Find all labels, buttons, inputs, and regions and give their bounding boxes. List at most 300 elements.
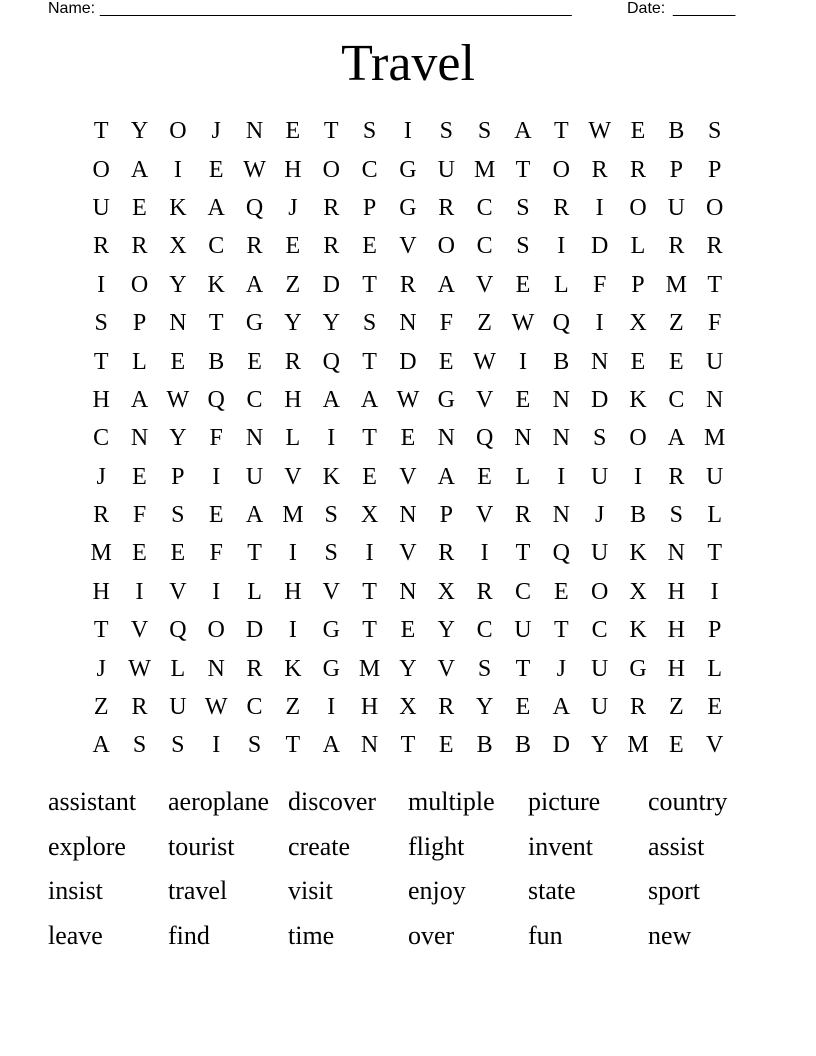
- grid-cell: E: [707, 694, 722, 721]
- letter-grid: [82, 112, 734, 765]
- grid-cell: K: [169, 194, 187, 221]
- grid-cell: H: [92, 386, 110, 413]
- grid-cell: Y: [284, 310, 302, 337]
- grid-cell: I: [557, 463, 566, 490]
- grid-row: [82, 573, 734, 611]
- grid-row: [82, 266, 734, 304]
- word-bank-item: picture: [528, 787, 601, 817]
- name-line: _____________________________________________________: [100, 0, 572, 17]
- grid-cell: S: [516, 194, 530, 221]
- grid-cell: B: [553, 348, 570, 375]
- word-row: [48, 780, 768, 825]
- grid-cell: E: [515, 386, 531, 413]
- grid-cell: A: [437, 463, 455, 490]
- grid-cell: C: [246, 386, 263, 413]
- grid-cell: C: [93, 425, 110, 452]
- grid-row: [82, 189, 734, 227]
- grid-cell: G: [399, 156, 417, 183]
- grid-cell: I: [212, 578, 221, 605]
- grid-cell: S: [247, 732, 262, 759]
- grid-cell: S: [171, 732, 185, 759]
- grid-cell: V: [322, 578, 340, 605]
- word-row: [48, 914, 768, 959]
- grid-cell: Z: [477, 310, 492, 337]
- grid-cell: R: [668, 233, 685, 260]
- grid-cell: H: [667, 655, 685, 682]
- grid-cell: K: [629, 540, 647, 567]
- grid-cell: E: [362, 233, 377, 260]
- grid-row: [82, 534, 734, 572]
- grid-cell: L: [707, 655, 722, 682]
- grid-cell: U: [169, 694, 187, 721]
- grid-cell: N: [399, 502, 417, 529]
- grid-cell: F: [209, 540, 223, 567]
- word-bank-item: time: [288, 920, 335, 950]
- grid-cell: R: [246, 655, 263, 682]
- grid-cell: U: [514, 617, 532, 644]
- grid-cell: A: [245, 271, 264, 298]
- grid-row: [82, 496, 734, 534]
- grid-cell: Q: [207, 386, 225, 413]
- word-bank-item: fun: [528, 920, 563, 950]
- grid-cell: Y: [437, 617, 455, 644]
- grid-cell: T: [93, 617, 109, 644]
- grid-cell: I: [97, 271, 106, 298]
- grid-cell: T: [400, 732, 416, 759]
- grid-cell: D: [552, 732, 570, 759]
- grid-cell: E: [247, 348, 262, 375]
- grid-cell: E: [170, 348, 186, 375]
- grid-cell: O: [92, 156, 110, 183]
- grid-cell: B: [629, 502, 646, 529]
- grid-cell: Z: [668, 694, 684, 721]
- grid-row: [82, 342, 734, 380]
- grid-cell: O: [552, 156, 570, 183]
- word-bank-item: assistant: [48, 787, 137, 817]
- grid-cell: B: [514, 732, 531, 759]
- grid-cell: E: [630, 348, 646, 375]
- grid-cell: R: [591, 156, 608, 183]
- grid-cell: E: [630, 118, 646, 145]
- grid-cell: Z: [668, 310, 684, 337]
- grid-cell: L: [553, 271, 569, 298]
- grid-cell: V: [475, 386, 494, 413]
- grid-cell: P: [669, 156, 683, 183]
- grid-cell: I: [595, 310, 604, 337]
- grid-cell: T: [553, 118, 569, 145]
- grid-row: [82, 458, 734, 496]
- grid-cell: L: [630, 233, 646, 260]
- grid-cell: I: [135, 578, 144, 605]
- grid-row: [82, 304, 734, 342]
- grid-cell: E: [170, 540, 186, 567]
- grid-cell: T: [208, 310, 224, 337]
- grid-cell: X: [360, 502, 379, 529]
- grid-cell: B: [208, 348, 225, 375]
- grid-cell: I: [633, 463, 642, 490]
- grid-row: [82, 611, 734, 649]
- grid-cell: L: [170, 655, 186, 682]
- grid-cell: I: [557, 233, 566, 260]
- grid-cell: N: [360, 732, 379, 759]
- grid-cell: X: [629, 310, 647, 337]
- grid-cell: Q: [169, 617, 187, 644]
- grid-cell: U: [590, 655, 609, 682]
- grid-cell: Y: [130, 118, 149, 145]
- grid-cell: S: [94, 310, 108, 337]
- grid-cell: P: [631, 271, 645, 298]
- grid-cell: R: [246, 233, 263, 260]
- grid-cell: D: [590, 386, 609, 413]
- grid-row: [82, 726, 734, 764]
- grid-cell: S: [362, 310, 377, 337]
- grid-cell: N: [552, 425, 570, 452]
- grid-cell: T: [553, 617, 569, 644]
- grid-cell: Y: [169, 271, 187, 298]
- grid-cell: E: [362, 463, 377, 490]
- grid-cell: I: [480, 540, 489, 567]
- grid-cell: S: [592, 425, 607, 452]
- grid-cell: C: [591, 617, 608, 644]
- grid-cell: C: [476, 194, 493, 221]
- grid-cell: N: [245, 118, 264, 145]
- grid-cell: I: [595, 194, 604, 221]
- grid-cell: H: [92, 578, 110, 605]
- grid-cell: Q: [552, 310, 570, 337]
- grid-cell: X: [437, 578, 455, 605]
- grid-cell: K: [629, 386, 647, 413]
- grid-cell: O: [590, 578, 609, 605]
- grid-cell: P: [707, 617, 722, 644]
- grid-cell: N: [245, 425, 264, 452]
- grid-cell: J: [96, 463, 106, 490]
- grid-cell: R: [476, 578, 493, 605]
- grid-cell: R: [399, 271, 416, 298]
- grid-cell: F: [209, 425, 223, 452]
- grid-cell: E: [285, 233, 301, 260]
- word-bank-item: flight: [408, 831, 465, 861]
- grid-cell: V: [399, 463, 417, 490]
- grid-cell: N: [437, 425, 455, 452]
- grid-cell: F: [439, 310, 453, 337]
- word-bank-item: explore: [48, 831, 126, 861]
- grid-cell: N: [130, 425, 149, 452]
- grid-cell: E: [515, 694, 531, 721]
- grid-cell: F: [592, 271, 607, 298]
- grid-cell: S: [477, 118, 492, 145]
- grid-cell: G: [245, 310, 264, 337]
- grid-cell: X: [399, 694, 417, 721]
- grid-cell: T: [93, 348, 109, 375]
- grid-cell: G: [322, 617, 340, 644]
- grid-cell: L: [132, 348, 147, 375]
- grid-cell: N: [514, 425, 532, 452]
- grid-cell: T: [323, 118, 339, 145]
- grid-cell: I: [288, 540, 297, 567]
- grid-cell: K: [629, 617, 647, 644]
- grid-cell: F: [707, 310, 722, 337]
- grid-cell: S: [477, 655, 492, 682]
- grid-cell: N: [399, 310, 417, 337]
- grid-cell: M: [282, 502, 304, 529]
- grid-cell: T: [285, 732, 301, 759]
- grid-cell: N: [207, 655, 225, 682]
- grid-cell: J: [556, 655, 566, 682]
- grid-cell: R: [131, 233, 148, 260]
- grid-cell: E: [438, 348, 454, 375]
- grid-cell: A: [130, 156, 149, 183]
- grid-cell: C: [668, 386, 685, 413]
- grid-cell: N: [399, 578, 417, 605]
- grid-cell: E: [668, 732, 684, 759]
- grid-cell: P: [171, 463, 185, 490]
- grid-cell: P: [362, 194, 377, 221]
- grid-cell: G: [322, 655, 340, 682]
- word-bank-item: insist: [48, 876, 103, 906]
- grid-cell: R: [131, 694, 148, 721]
- grid-cell: B: [476, 732, 493, 759]
- word-bank-item: create: [288, 831, 351, 861]
- grid-cell: O: [706, 194, 724, 221]
- grid-cell: J: [96, 655, 106, 682]
- grid-cell: A: [130, 386, 149, 413]
- word-bank-item: leave: [48, 920, 103, 950]
- grid-cell: R: [323, 233, 340, 260]
- grid-cell: S: [669, 502, 683, 529]
- grid-cell: Y: [169, 425, 187, 452]
- grid-cell: T: [362, 348, 377, 375]
- word-bank-item: over: [408, 920, 455, 950]
- grid-cell: F: [132, 502, 147, 529]
- grid-cell: I: [710, 578, 719, 605]
- grid-cell: M: [704, 425, 726, 452]
- grid-row: [82, 150, 734, 188]
- grid-cell: V: [475, 271, 494, 298]
- grid-cell: E: [400, 617, 416, 644]
- page-title: Travel: [341, 35, 475, 92]
- word-bank-item: discover: [288, 787, 377, 817]
- grid-cell: M: [358, 655, 381, 682]
- grid-cell: N: [667, 540, 685, 567]
- word-bank-item: multiple: [408, 787, 495, 817]
- grid-cell: T: [93, 118, 109, 145]
- grid-cell: O: [437, 233, 455, 260]
- grid-cell: S: [707, 118, 722, 145]
- grid-cell: S: [439, 118, 453, 145]
- grid-cell: V: [130, 617, 149, 644]
- grid-cell: R: [323, 194, 340, 221]
- grid-cell: E: [668, 348, 684, 375]
- grid-cell: R: [668, 463, 685, 490]
- grid-cell: W: [511, 310, 535, 337]
- grid-cell: E: [400, 425, 416, 452]
- grid-cell: C: [208, 233, 225, 260]
- grid-cell: Y: [322, 310, 340, 337]
- grid-cell: Y: [475, 694, 494, 721]
- grid-cell: W: [204, 694, 228, 721]
- grid-cell: L: [515, 463, 531, 490]
- grid-cell: A: [667, 425, 685, 452]
- grid-cell: M: [627, 732, 649, 759]
- grid-cell: R: [514, 502, 531, 529]
- grid-cell: C: [476, 617, 493, 644]
- grid-cell: N: [552, 386, 570, 413]
- grid-cell: Q: [552, 540, 570, 567]
- grid-cell: L: [707, 502, 722, 529]
- word-bank-item: aeroplane: [168, 787, 270, 817]
- word-row: [48, 869, 768, 914]
- grid-cell: W: [588, 118, 611, 145]
- grid-cell: U: [92, 194, 110, 221]
- grid-cell: A: [207, 194, 225, 221]
- grid-cell: I: [327, 694, 336, 721]
- word-bank-item: visit: [288, 876, 333, 906]
- grid-cell: I: [518, 348, 527, 375]
- grid-cell: E: [208, 502, 224, 529]
- grid-row: [82, 381, 734, 419]
- grid-cell: K: [207, 271, 225, 298]
- grid-cell: V: [475, 502, 494, 529]
- grid-cell: R: [629, 694, 646, 721]
- word-row: [48, 825, 768, 870]
- grid-cell: S: [171, 502, 185, 529]
- grid-cell: R: [284, 348, 301, 375]
- grid-cell: R: [438, 694, 455, 721]
- grid-cell: V: [399, 540, 417, 567]
- grid-cell: A: [322, 732, 340, 759]
- grid-cell: V: [706, 732, 724, 759]
- grid-cell: Q: [245, 194, 264, 221]
- grid-cell: J: [594, 502, 605, 529]
- grid-cell: V: [169, 578, 187, 605]
- grid-cell: T: [515, 156, 531, 183]
- grid-cell: W: [396, 386, 420, 413]
- grid-cell: N: [552, 502, 570, 529]
- word-bank-item: new: [648, 920, 692, 950]
- grid-cell: U: [590, 463, 609, 490]
- grid-cell: A: [92, 732, 110, 759]
- grid-cell: G: [437, 386, 455, 413]
- grid-row: [82, 112, 734, 150]
- grid-row: [82, 419, 734, 457]
- grid-cell: O: [130, 271, 149, 298]
- grid-row: [82, 227, 734, 265]
- grid-cell: G: [629, 655, 647, 682]
- grid-cell: C: [246, 694, 263, 721]
- grid-cell: E: [285, 118, 301, 145]
- grid-cell: D: [322, 271, 340, 298]
- grid-cell: H: [284, 386, 302, 413]
- grid-cell: C: [514, 578, 531, 605]
- grid-cell: W: [243, 156, 266, 183]
- grid-cell: C: [476, 233, 493, 260]
- grid-cell: P: [707, 156, 722, 183]
- grid-cell: E: [477, 463, 492, 490]
- grid-cell: A: [245, 502, 264, 529]
- word-bank-item: tourist: [168, 831, 235, 861]
- grid-cell: Z: [285, 694, 301, 721]
- grid-cell: S: [324, 540, 338, 567]
- grid-cell: D: [590, 233, 609, 260]
- grid-cell: T: [707, 271, 722, 298]
- grid-cell: S: [132, 732, 147, 759]
- grid-cell: J: [211, 118, 221, 145]
- word-bank-item: state: [528, 876, 576, 906]
- grid-cell: X: [169, 233, 187, 260]
- grid-cell: E: [208, 156, 224, 183]
- grid-cell: E: [438, 732, 454, 759]
- grid-cell: K: [322, 463, 340, 490]
- grid-cell: I: [212, 732, 221, 759]
- grid-cell: U: [706, 463, 724, 490]
- word-bank-item: assist: [648, 831, 705, 861]
- grid-cell: T: [362, 425, 377, 452]
- word-bank-item: country: [648, 787, 728, 817]
- grid-cell: H: [360, 694, 379, 721]
- grid-cell: A: [552, 694, 570, 721]
- grid-row: [82, 688, 734, 726]
- grid-cell: Y: [399, 655, 417, 682]
- date-line: _______: [673, 0, 736, 17]
- name-label: Name:: [48, 0, 96, 17]
- grid-cell: I: [365, 540, 374, 567]
- grid-cell: Q: [475, 425, 494, 452]
- grid-cell: N: [706, 386, 724, 413]
- grid-cell: Z: [93, 694, 109, 721]
- grid-cell: P: [132, 310, 147, 337]
- grid-cell: N: [590, 348, 609, 375]
- grid-cell: A: [437, 271, 455, 298]
- grid-cell: X: [629, 578, 647, 605]
- grid-cell: V: [399, 233, 417, 260]
- grid-cell: O: [207, 617, 225, 644]
- grid-cell: Y: [590, 732, 609, 759]
- grid-cell: U: [706, 348, 724, 375]
- grid-cell: W: [166, 386, 190, 413]
- grid-cell: R: [553, 194, 570, 221]
- word-bank-item: find: [168, 920, 210, 950]
- grid-cell: D: [245, 617, 264, 644]
- grid-cell: H: [284, 156, 302, 183]
- grid-cell: E: [132, 463, 147, 490]
- grid-cell: I: [212, 463, 221, 490]
- word-bank-item: enjoy: [408, 876, 466, 906]
- grid-cell: Z: [285, 271, 301, 298]
- grid-cell: G: [399, 194, 417, 221]
- grid-cell: B: [668, 118, 685, 145]
- grid-cell: E: [132, 540, 147, 567]
- grid-cell: R: [93, 502, 110, 529]
- grid-cell: T: [247, 540, 262, 567]
- grid-cell: H: [284, 578, 302, 605]
- word-bank-item: invent: [528, 831, 593, 861]
- grid-cell: J: [288, 194, 298, 221]
- grid-cell: D: [399, 348, 417, 375]
- grid-cell: A: [514, 118, 532, 145]
- grid-cell: T: [362, 271, 377, 298]
- grid-cell: T: [707, 540, 722, 567]
- header: [48, 0, 748, 20]
- grid-cell: M: [90, 540, 112, 567]
- grid-cell: W: [128, 655, 151, 682]
- grid-cell: E: [553, 578, 569, 605]
- grid-cell: H: [667, 617, 685, 644]
- word-bank-item: sport: [648, 876, 700, 906]
- grid-cell: C: [361, 156, 378, 183]
- grid-cell: A: [360, 386, 379, 413]
- grid-cell: L: [285, 425, 301, 452]
- grid-cell: U: [590, 694, 609, 721]
